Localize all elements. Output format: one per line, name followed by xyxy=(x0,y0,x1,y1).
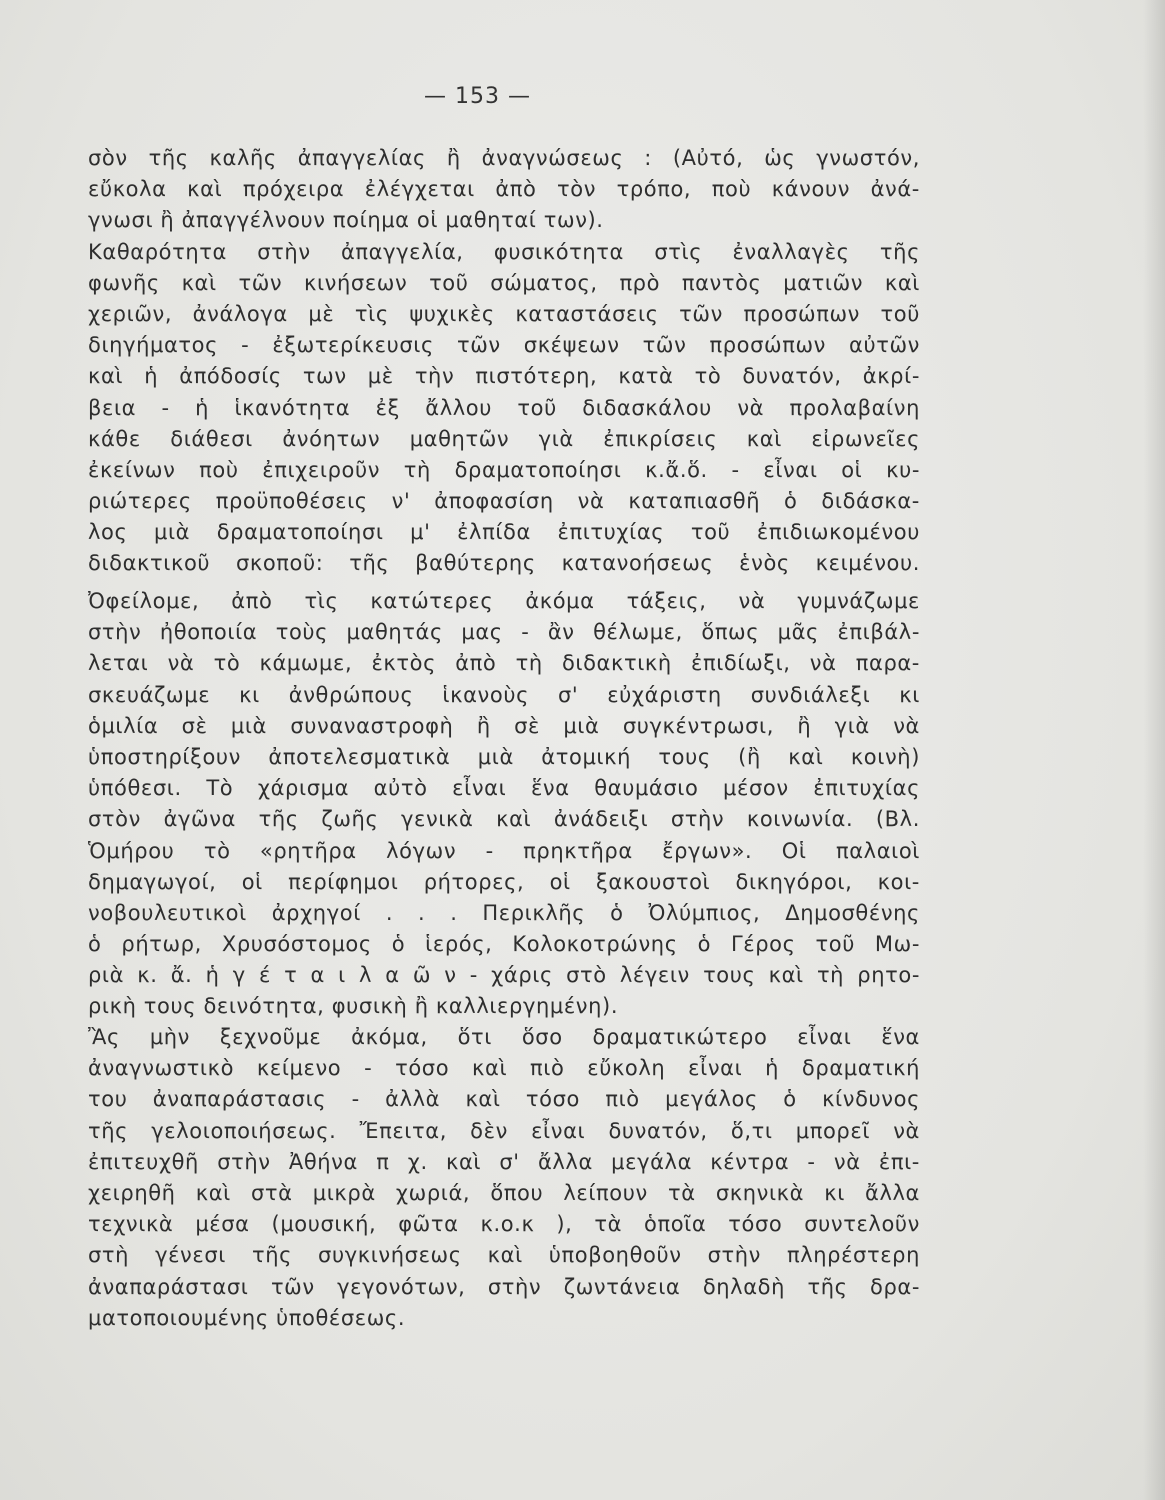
text-line: νοβουλευτικοὶ ἀρχηγοί . . . Περικλῆς ὁ Ὀλύμπιος, Δημοσθένης xyxy=(88,900,920,925)
text-line: γνωσι ἢ ἀπαγγέλνουν ποίημα οἱ μαθηταί των). xyxy=(88,208,604,233)
text-line: ὑποστηρίξουν ἀποτελεσματικὰ μιὰ ἀτομική τους (ἢ καὶ κοινὴ) xyxy=(88,744,920,769)
text-line: στὸν ἀγῶνα τῆς ζωῆς γενικὰ καὶ ἀνάδειξι στὴν κοινωνία. (Βλ. xyxy=(88,807,920,832)
text-line: του ἀναπαράστασις - ἀλλὰ καὶ τόσο πιὸ μεγάλος ὁ κίνδυνος xyxy=(88,1087,920,1112)
paragraph-block-3 xyxy=(88,1022,920,1334)
text-line: δημαγωγοί, οἱ περίφημοι ρήτορες, οἱ ξακουστοὶ δικηγόροι, κοι- xyxy=(88,869,920,894)
text-line: ἀναγνωστικὸ κείμενο - τόσο καὶ πιὸ εὔκολη εἶναι ἡ δραματική xyxy=(88,1056,920,1081)
text-line: διηγήματος - ἐξωτερίκευσις τῶν σκέψεων τῶν προσώπων αὐτῶν xyxy=(88,333,920,358)
text-line: ὁμιλία σὲ μιὰ συναναστροφὴ ἢ σὲ μιὰ συγκέντρωσι, ἢ γιὰ νὰ xyxy=(88,713,920,738)
text-line: ὁ ρήτωρ, Χρυσόστομος ὁ ἱερός, Κολοκοτρώνης ὁ Γέρος τοῦ Μω- xyxy=(88,932,920,957)
text-line: χειρηθῆ καὶ στὰ μικρὰ χωριά, ὅπου λείπουν τὰ σκηνικὰ κι ἄλλα xyxy=(88,1180,920,1205)
page-edge-shadow xyxy=(1143,0,1165,1500)
text-line: στὴν ἠθοποιία τοὺς μαθητάς μας - ἂν θέλωμε, ὅπως μᾶς ἐπιβάλ- xyxy=(88,620,920,645)
text-line: ἀναπαράστασι τῶν γεγονότων, στὴν ζωντάνεια δηλαδὴ τῆς δρα- xyxy=(88,1274,920,1299)
text-line: σὸν τῆς καλῆς ἀπαγγελίας ἢ ἀναγνώσεως : (Αὐτό, ὡς γνωστόν, xyxy=(88,146,920,170)
text-line: ἐκείνων ποὺ ἐπιχειροῦν τὴ δραματοποίησι κ.ἄ.ὅ. - εἶναι οἱ κυ- xyxy=(88,457,920,482)
text-line: λος μιὰ δραματοποίησι μ' ἐλπίδα ἐπιτυχίας τοῦ ἐπιδιωκομένου xyxy=(88,520,920,545)
text-line: ματοποιουμένης ὑποθέσεως. xyxy=(88,1305,406,1330)
text-line: ὑπόθεσι. Τὸ χάρισμα αὐτὸ εἶναι ἕνα θαυμάσιο μέσον ἐπιτυχίας xyxy=(88,776,920,801)
text-line: στὴ γένεσι τῆς συγκινήσεως καὶ ὑποβοηθοῦν στὴν πληρέστερη xyxy=(88,1243,920,1268)
text-line: ριώτερες προϋποθέσεις ν' ἀποφασίση νὰ καταπιασθῆ ὁ διδάσκα- xyxy=(88,489,920,514)
text-line: ἐπιτευχθῆ στὴν Ἀθήνα π χ. καὶ σ' ἄλλα μεγάλα κέντρα - νὰ ἐπι- xyxy=(88,1149,920,1174)
text-line: ρικὴ τους δεινότητα, φυσικὴ ἢ καλλιεργημένη). xyxy=(88,994,619,1019)
text-line: φωνῆς καὶ τῶν κινήσεων τοῦ σώματος, πρὸ παντὸς ματιῶν καὶ xyxy=(88,270,920,295)
text-line: Ὀφείλομε, ἀπὸ τὶς κατώτερες ἀκόμα τάξεις, νὰ γυμνάζωμε xyxy=(88,589,920,613)
text-line: εὔκολα καὶ πρόχειρα ἐλέγχεται ἀπὸ τὸν τρόπο, ποὺ κάνουν ἀνά- xyxy=(88,177,920,202)
text-line: λεται νὰ τὸ κάμωμε, ἐκτὸς ἀπὸ τὴ διδακτικὴ ἐπιδίωξι, νὰ παρα- xyxy=(88,651,920,676)
text-line: τεχνικὰ μέσα (μουσική, φῶτα κ.ο.κ ), τὰ ὁποῖα τόσο συντελοῦν xyxy=(88,1212,920,1237)
text-line: βεια - ἡ ἱκανότητα ἐξ ἄλλου τοῦ διδασκάλου νὰ προλαβαίνη xyxy=(88,395,920,420)
text-line: διδακτικοῦ σκοποῦ: τῆς βαθύτερης κατανοήσεως ἑνὸς κειμένου. xyxy=(88,551,920,576)
text-line: ριὰ κ. ἄ. ἡ γ έ τ α ι λ α ῶ ν - χάρις στὸ λέγειν τους καὶ τὴ ρητο- xyxy=(88,963,920,988)
text-line: σκευάζωμε κι ἀνθρώπους ἱκανοὺς σ' εὐχάριστη συνδιάλεξι κι xyxy=(88,682,920,707)
paragraph-block-2 xyxy=(88,586,920,1023)
paragraph-block-1 xyxy=(88,143,920,580)
text-line: Ἂς μὴν ξεχνοῦμε ἀκόμα, ὅτι ὅσο δραματικώτερο εἶναι ἕνα xyxy=(88,1025,920,1049)
text-line: Καθαρότητα στὴν ἀπαγγελία, φυσικότητα στὶς ἐναλλαγὲς τῆς xyxy=(88,239,920,264)
text-line: καὶ ἡ ἀπόδοσίς των μὲ τὴν πιστότερη, κατὰ τὸ δυνατόν, ἀκρί- xyxy=(88,364,920,389)
text-line: χεριῶν, ἀνάλογα μὲ τὶς ψυχικὲς καταστάσεις τῶν προσώπων τοῦ xyxy=(88,301,920,326)
text-line: Ὁμήρου τὸ «ρητῆρα λόγων - πρηκτῆρα ἔργων». Οἱ παλαιοὶ xyxy=(88,838,920,863)
page-number: — 153 — xyxy=(424,84,531,109)
text-line: κάθε διάθεσι ἀνόητων μαθητῶν γιὰ ἐπικρίσεις καὶ εἰρωνεῖες xyxy=(88,426,920,451)
text-line: τῆς γελοιοποιήσεως. Ἔπειτα, δὲν εἶναι δυνατόν, ὅ,τι μπορεῖ νὰ xyxy=(88,1118,920,1143)
